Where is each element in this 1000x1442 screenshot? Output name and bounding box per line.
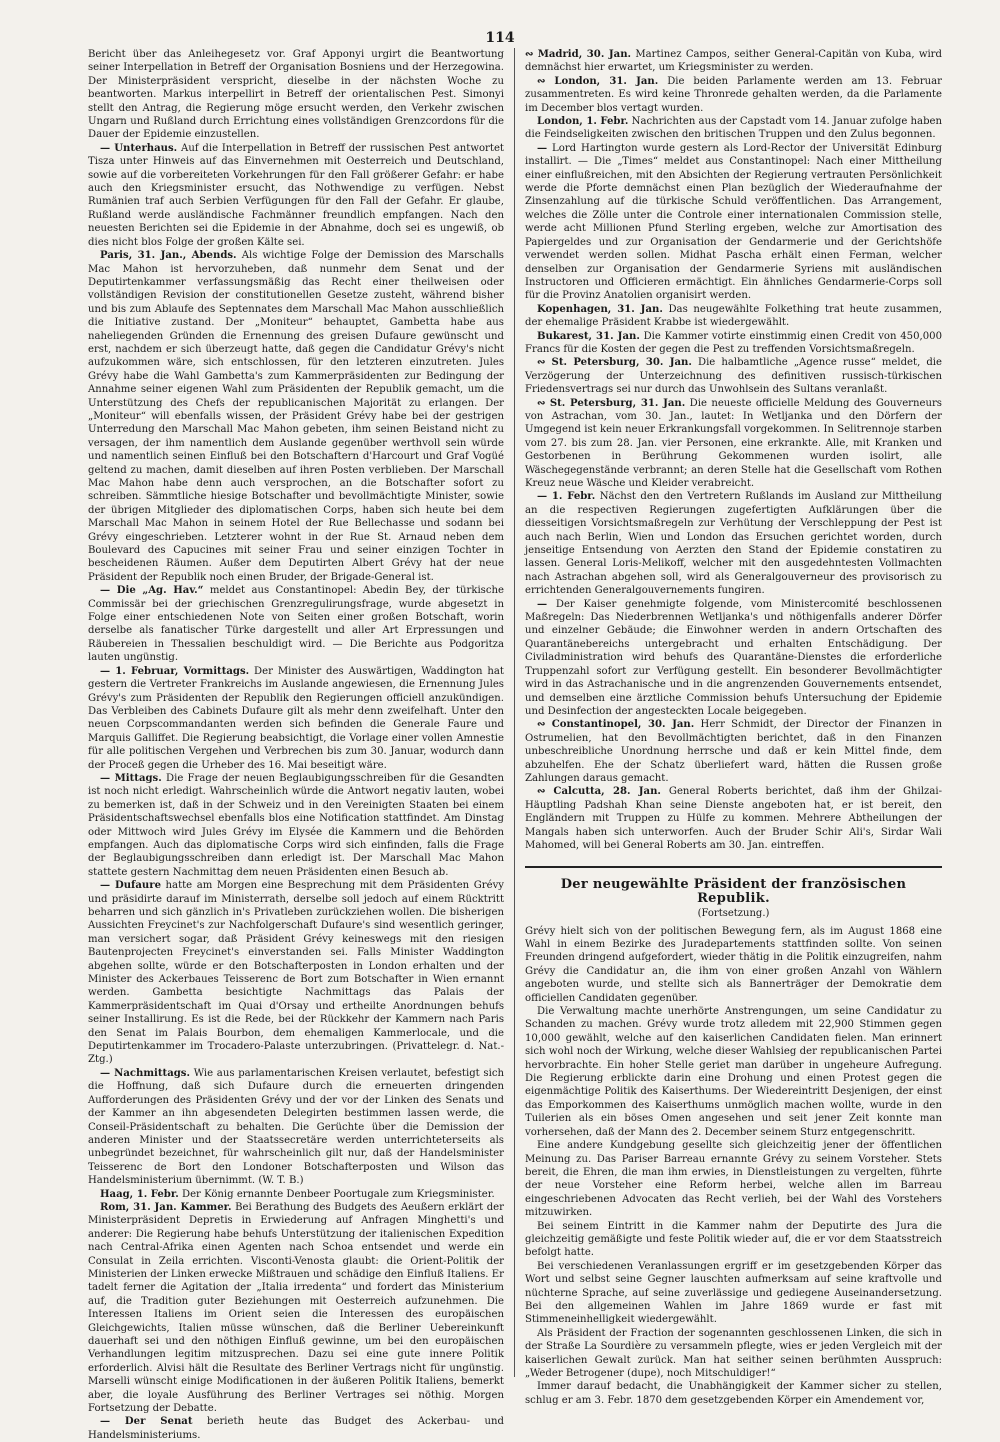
news-item: ∾ London, 31. Jan. Die beiden Parlamente werden am 13. Februar zusammentreten. Es wird keine Thronrede gehalten werden, da die Parlamente im December blos vertagt wurden.	[525, 75, 942, 114]
page-number: 114	[485, 30, 515, 46]
article-title: Der neugewählte Präsident der französischen Republik.	[525, 866, 942, 905]
news-item: — Der Kaiser genehmigte folgende, vom Ministercomité beschlossenen Maßregeln: Das Niederbrennen Wetljanka's und nöthigenfalls anderer Dörfer und einzelner Gebäude; die Einwohner werden in andern Ortschaften des Quarantänebereichs untergebracht und erhalten Entschädigung. Der Civiladministration wird behufs des Quarantäne-Dienstes die erforderliche Truppenzahl sofort zur Verfügung gestellt. Ein besonderer Bevollmächtigter wird in das Astrachanische und in die angrenzenden Gouvernements entsendet, und demselben eine ärztliche Commission behufs Untersuchung der Epidemie und Desinfection der angesteckten Locale beigegeben.	[525, 598, 942, 717]
article-paragraph: Als Präsident der Fraction der sogenannten geschlossenen Linken, die sich in der Straße La Sourdière zu versammeln pflegte, wies er jeden Vergleich mit der kaiserlichen Gewalt zurück. Man hat seither seinen berühmten Ausspruch: „Weder Betrogener (dupe), noch Mitschuldiger!“	[525, 1327, 942, 1379]
news-item: — Die „Ag. Hav.“ meldet aus Constantinopel: Abedin Bey, der türkische Commissär bei der griechischen Grenzregulirungsfrage, wurde abgesetzt in Folge einer entschiedenen Note von Seiten einer großen Botschaft, worin derselbe als fanatischer Türke dargestellt und aller Art Erpressungen und Räubereien in Thessalien beschuldigt wird. — Die Berichte aus Podgoritza lauten ungünstig.	[88, 585, 504, 664]
article-paragraph: Bei seinem Eintritt in die Kammer nahm der Deputirte des Jura die gleichzeitig gemäßigte und feste Politik wieder auf, die er vor dem Staatsstreich befolgt hatte.	[525, 1220, 942, 1259]
columns	[88, 48, 943, 1441]
article-paragraph: Grévy hielt sich von der politischen Bewegung fern, als im August 1868 eine Wahl in einem Bezirke des Juradepartements stattfinden sollte. Von seinen Freunden dringend aufgefordert, wieder thätig in die Politik einzugreifen, nahm Grévy die Candidatur an, die ihm von einer großen Anzahl von Wählern angeboten wurde, und stellte sich als Bannerträger der Demokratie dem officiellen Candidaten gegenüber.	[525, 925, 942, 1004]
news-item: — Dufaure hatte am Morgen eine Besprechung mit dem Präsidenten Grévy und präsidirte darauf im Ministerrath, derselbe soll jedoch auf einem Rücktritt beharren und sich gänzlich in's Privatleben zurückziehen wollen. Die bisherigen Aussichten Freycinet's zur Nachfolgerschaft Dufaure's sind wesentlich geringer, man versichert sogar, daß Präsident Grévy keineswegs mit den riesigen Bautenprojecten Freycinet's einverstanden sei. Falls Minister Waddington abgehen sollte, würde er den Botschafterposten in London erhalten und der Minister des Ackerbaues Teisserenc de Bort zum Botschafter in Wien ernannt werden. Gambetta besichtigte Nachmittags das Palais der Kammerpräsidentschaft im Quai d'Orsay und ertheilte Anordnungen behufs seiner Installirung. Es ist die Rede, bei der Rückkehr der Kammern nach Paris den Senat im Palais Bourbon, dem ehemaligen Kammerlocale, und die Deputirtenkammer im Trocadero-Palaste unterzubringen. (Privattelegr. d. Nat.-Ztg.)	[88, 880, 504, 1066]
news-item: Haag, 1. Febr. Der König ernannte Denbeer Poortugale zum Kriegsminister.	[100, 1188, 495, 1200]
article-subtitle: (Fortsetzung.)	[697, 908, 770, 920]
right-column	[515, 48, 943, 1406]
news-item: London, 1. Febr. Nachrichten aus der Capstadt vom 14. Januar zufolge haben die Feindseligkeiten zwischen den britischen Truppen und den Zulus begonnen.	[525, 116, 943, 141]
news-item: — Der Senat berieth heute das Budget des Ackerbau- und Handelsministeriums.	[88, 1416, 504, 1441]
telegraph-mark-icon: ∾	[537, 719, 546, 731]
telegraph-mark-icon: ∾	[537, 786, 546, 798]
article-paragraph: Die Verwaltung machte unerhörte Anstrengungen, um seine Candidatur zu Schanden zu machen. Grévy wurde trotz alledem mit 22,900 Stimmen gegen 10,000 gewählt, welche auf den kaiserlichen Candidaten fielen. Man erinnert sich wohl noch der Wirkung, welche dieser Wahlsieg der republicanischen Partei hervorbrachte. Ein hoher Stelle geriet man darüber in ungeheure Aufregung. Die Regierung erblickte darin eine Drohung und einen Protest gegen die eigenmächtige Politik des Kaiserthums. Der Wiedereintritt Desjenigen, der einst das Emporkommen des Kaiserthums unmöglich machen wollte, wurde in den Tuilerien als ein böses Omen angesehen und seit jener Zeit konnte man vorhersehen, daß der Mann des 2. December seinem Sturz entgegenschritt.	[525, 1006, 942, 1138]
telegraph-mark-icon: ∾	[537, 357, 546, 369]
news-item: — Mittags. Die Frage der neuen Beglaubigungsschreiben für die Gesandten ist noch nicht erledigt. Wahrscheinlich würde die Antwort negativ lauten, wobei zu bemerken ist, daß in der Schweiz und in den Vereinigten Staaten bei einem Präsidentschaftswechsel ebenfalls blos eine Notification stattfindet. Am Dinstag oder Mittwoch wird Jules Grévy im Elysée die Kammern und die Behörden empfangen. Auch das diplomatische Corps wird sich einfinden, falls die Frage der Beglaubigungsschreiben dann erledigt ist. Der Marschall Mac Mahon stattete gestern Nachmittag dem neuen Präsidenten einen Besuch ab.	[88, 772, 504, 878]
left-column	[88, 48, 515, 1441]
news-item: Bericht über das Anleihegesetz vor. Graf Apponyi urgirt die Beantwortung seiner Interpellation in Betreff der Organisation Bosniens und der Herzegowina. Der Ministerpräsident verspricht, dieselbe in der nächsten Woche zu beantworten. Markus interpellirt in Betreff der orientalischen Pest. Simonyi stellt den Antrag, die Regierung möge ersucht werden, den Verkehr zwischen Ungarn und Rußland durch Errichtung eines vollständigen Grenzcordons für die Dauer der Epidemie einzustellen.	[88, 49, 504, 141]
news-item: Rom, 31. Jan. Kammer. Bei Berathung des Budgets des Aeußern erklärt der Ministerpräsident Depretis in Erwiederung auf Anfragen Minghetti's und anderer: Die Regierung habe behufs Unterstützung der italienischen Expedition nach Central-Afrika einen Agenten nach Schoa entsendet und werde ein Consulat in Zeila errichten. Visconti-Venosta glaubt: die Orient-Politik der Ministerien der Linken erwecke Mißtrauen und schädige den Einfluß Italiens. Er tadelt ferner die Agitation der „Italia irredenta“ und fordert das Ministerium auf, die Tradition guter Beziehungen mit Oesterreich aufzunehmen. Die Interessen Italiens im Orient seien die Interessen des europäischen Gleichgewichts, Italien müsse wünschen, daß die Berliner Uebereinkunft dauerhaft sei und den nöthigen Einfluß gewinne, um bei den europäischen Verhandlungen legitim mitzusprechen. Dazu sei eine gute innere Politik erforderlich. Alvisi hält die Resultate des Berliner Vertrags nicht für ungünstig. Marselli wünscht einige Modificationen in der äußeren Politik Italiens, bemerkt aber, die loyale Ausführung des Berliner Vertrages sei nöthig. Morgen Fortsetzung der Debatte.	[88, 1201, 504, 1415]
news-item: Kopenhagen, 31. Jan. Das neugewählte Folkething trat heute zusammen, der ehemalige Präsident Krabbe ist wiedergewählt.	[525, 303, 942, 329]
news-item: — 1. Februar, Vormittags. Der Minister des Auswärtigen, Waddington hat gestern die Vertreter Frankreichs im Auslande angewiesen, die Ernennung Jules Grévy's zum Präsidenten der Republik den Regierungen officiell anzukündigen. Das Verbleiben des Cabinets Dufaure gilt als mehr denn zweifelhaft. Unter den neuen Corpscommandanten werden sich befinden die Generale Faure und Marquis Galliffet. Die Regierung beabsichtigt, die Vorlage einer vollen Amnestie für alle politischen Vergehen und Verbrechen bis zum 30. Januar, wodurch dann der Proceß gegen die Urheber des 16. Mai beseitigt wäre.	[88, 665, 504, 771]
news-item: ∾ St. Petersburg, 30. Jan. Die halbamtliche „Agence russe“ meldet, die Verzögerung der Unterzeichnung des definitiven russisch-türkischen Friedensvertrags sei nur durch das Unwohlsein des Sultans veranlaßt.	[525, 357, 943, 396]
news-item: — 1. Febr. Nächst den den Vertretern Rußlands im Ausland zur Mittheilung an die respectiven Regierungen zugefertigten Aufklärungen über die diesseitigen Vorsichtsmaßregeln zur Verhütung der Verschleppung der Pest ist auch nach Berlin, Wien und London das Ersuchen gerichtet worden, durch jenseitige Entsendung von Aerzten den Stand der Epidemie constatiren zu lassen. General Loris-Melikoff, welcher mit den ausgedehntesten Vollmachten nach Astrachan abgehen soll, wird als Generalgouverneur des provisorisch zu errichtenden Generalgouvernements fungiren.	[525, 491, 942, 597]
news-item: — Unterhaus. Auf die Interpellation in Betreff der russischen Pest antwortet Tisza unter Hinweis auf das Einvernehmen mit Oesterreich und Deutschland, sowie auf die vorbereiteten Vorkehrungen für den Fall größerer Gefahr: er habe auch den Kriegsminister ersucht, das Nothwendige zu verfügen. Nebst Rumänien traf auch Serbien Verfügungen für den Fall der Gefahr. Er glaube, Rußland werde ausländische Fachmänner freundlich empfangen. Nach den neuesten Berichten sei die Epidemie in der Abnahme, doch sei es ungewiß, ob dies nicht blos Folge der großen Kälte sei.	[88, 142, 504, 248]
news-item: Bukarest, 31. Jan. Die Kammer votirte einstimmig einen Credit von 450,000 Francs für die Kosten der gegen die Pest zu treffenden Vorsichtsmaßregeln.	[525, 330, 942, 355]
telegraph-mark-icon: ∾	[537, 397, 546, 409]
telegraph-mark-icon: ∾	[525, 49, 534, 60]
news-item: — Nachmittags. Wie aus parlamentarischen Kreisen verlautet, befestigt sich die Hoffnung, daß sich Dufaure durch die erneuerten dringenden Aufforderungen des Präsidenten Grévy und der vor der Linken des Senats und der Kammer an ihn abgesendeten Delegirten bestimmen lassen werde, die Conseil-Präsidentschaft zu behalten. Die Gerüchte über die Demission der anderen Minister und der Staatssecretäre werden unterrichteterseits als unbegründet bezeichnet, für wahrscheinlich gilt nur, daß der Handelsminister Teisserenc de Bort den Londoner Botschafterposten und Wilson das Handelsministerium übernimmt. (W. T. B.)	[88, 1067, 504, 1187]
article-paragraph: Bei verschiedenen Veranlassungen ergriff er im gesetzgebenden Körper das Wort und selbst seine Gegner lauschten aufmerksam auf seine kraftvolle und nüchterne Sprache, auf seine zuverlässige und gediegene Auseinandersetzung. Bei den allgemeinen Wahlen im Jahre 1869 wurde er fast mit Stimmeneinhelligkeit wiedergewählt.	[525, 1260, 942, 1326]
news-item: — Lord Hartington wurde gestern als Lord-Rector der Universität Edinburg installirt. — Die „Times“ meldet aus Constantinopel: Nach einer Mittheilung einer einflußreichen, mit den Absichten der Regierung vertrauten Persönlichkeit werde die Pforte demnächst einen Plan bezüglich der Wiederaufnahme der Zinsenzahlung auf die türkische Schuld veröffentlichen. Das Arrangement, welches die Zölle unter die Controle einer internationalen Commission stelle, werde acht Millionen Pfund Sterling ergeben, welche zur Amortisation des Papiergeldes und zur Organisation der Gendarmerie und der Gerichtshöfe verwendet werden sollen. Midhat Pascha erhält einen Ferman, welcher denselben zur Organisation der Gendarmerie Syriens mit ausländischen Instructoren und Officieren ermächtigt. Ein ähnliches Gendarmerie-Corps soll für die Provinz Anatolien organisirt werden.	[525, 142, 942, 302]
article-paragraph: Eine andere Kundgebung gesellte sich gleichzeitig jener der öffentlichen Meinung zu. Das Pariser Barreau ernannte Grévy zu seinem Vorsteher. Stets bereit, die Ehren, die man ihm erwies, in Dienstleistungen zu vergelten, führte der neue Vorsteher eine Reform herbei, welche allen im Barreau eingeschriebenen Advocaten das Recht verlieh, bei der Wahl des Vorstehers mitzuwirken.	[525, 1140, 942, 1219]
news-item: Paris, 31. Jan., Abends. Als wichtige Folge der Demission des Marschalls Mac Mahon ist hervorzuheben, daß nunmehr dem Senat und der Deputirtenkammer verfassungsmäßig das Recht einer theilweisen oder vollständigen Revision der constitutionellen Gesetze zusteht, während bisher und bis zum Ablaufe des Septennates dem Marschall Mac Mahon ausschließlich die Initiative zustand. Der „Moniteur“ behauptet, Gambetta habe aus naheliegenden Gründen die Ernennung des greisen Dufaure gewünscht und erst, nachdem er sich überzeugt hatte, daß gegen die Candidatur Grévy's nicht aufzukommen wäre, sich entschlossen, für den letzteren einzutreten. Jules Grévy habe die Wahl Gambetta's zum Kammerpräsidenten zur Bedingung der Annahme seiner eigenen Wahl zum Präsidenten der Republik gemacht, um die Unterstützung des Chefs der republicanischen Majorität zu erlangen. Der „Moniteur“ will ebenfalls wissen, der Präsident Grévy habe bei der gestrigen Unterredung den Marschall Mac Mahon gebeten, ihm seinen Beistand nicht zu versagen, der ihm namentlich dem Auslande gegenüber werthvoll sein würde und namentlich seinen Einfluß bei den Botschaftern d'Harcourt und Graf Vogüé geltend zu machen, damit dieselben auf ihren Posten verblieben. Der Marschall Mac Mahon habe denn auch versprochen, an die Botschafter sofort zu schreiben. Sämmtliche hiesige Botschafter und bevollmächtigte Minister, sowie der übrigen Mitglieder des diplomatischen Corps, haben sich heute bei dem Marschall Mac Mahon in seinem Hotel der Rue Bellechasse und sodann bei Grévy eingeschrieben. Letzterer wohnt in der Rue St. Arnaud neben dem Boulevard des Capucines mit seiner Frau und seiner einzigen Tochter in bescheidenen Räumen. Außer dem Deputirten Albert Grévy hat der neue Präsident der Republik noch einen Bruder, der Brigade-General ist.	[88, 250, 504, 583]
news-item: ∾ Constantinopel, 30. Jan. Herr Schmidt, der Director der Finanzen in Ostrumelien, hat den Bevollmächtigten berichtet, daß in den Finanzen unbeschreibliche Unordnung herrsche und daß er kein Mittel finde, dem abzuhelfen. Ehe der Schatz überliefert ward, hätten die Russen große Zahlungen daraus gemacht.	[525, 719, 942, 784]
news-item: ∾ St. Petersburg, 31. Jan. Die neueste officielle Meldung des Gouverneurs von Astrachan, vom 30. Jan., lautet: In Wetljanka und den Dörfern der Umgegend ist kein neuer Erkrankungsfall vorgekommen. In Selitrennoje starben vom 27. bis zum 28. Jan. vier Personen, eine erkrankte. Alle, mit Kranken und Gestorbenen in Berührung Gekommenen wurden isolirt, alle Wäschegegenstände verbrannt; an deren Stelle hat die Gesellschaft vom Rothen Kreuz neue Wäsche und Kleider verabreicht.	[525, 397, 942, 489]
news-item: ∾ Madrid, 30. Jan. Martinez Campos, seither General-Capitän von Kuba, wird demnächst hier erwartet, um Kriegsminister zu werden.	[525, 49, 942, 74]
article-paragraph: Immer darauf bedacht, die Unabhängigkeit der Kammer sicher zu stellen, schlug er am 3. Febr. 1870 dem gesetzgebenden Körper ein Amendement vor,	[525, 1381, 942, 1406]
news-item: ∾ Calcutta, 28. Jan. General Roberts berichtet, daß ihm der Ghilzai-Häuptling Padshah Khan seine Dienste angeboten hat, er ist bereit, den Engländern mit Truppen zu Hülfe zu kommen. Mehrere Abtheilungen der Mangals haben sich unterworfen. Auch der Bruder Schir Ali's, Sirdar Wali Mahomed, will bei General Roberts am 30. Jan. eintreffen.	[525, 786, 942, 851]
telegraph-mark-icon: ∾	[537, 75, 546, 87]
